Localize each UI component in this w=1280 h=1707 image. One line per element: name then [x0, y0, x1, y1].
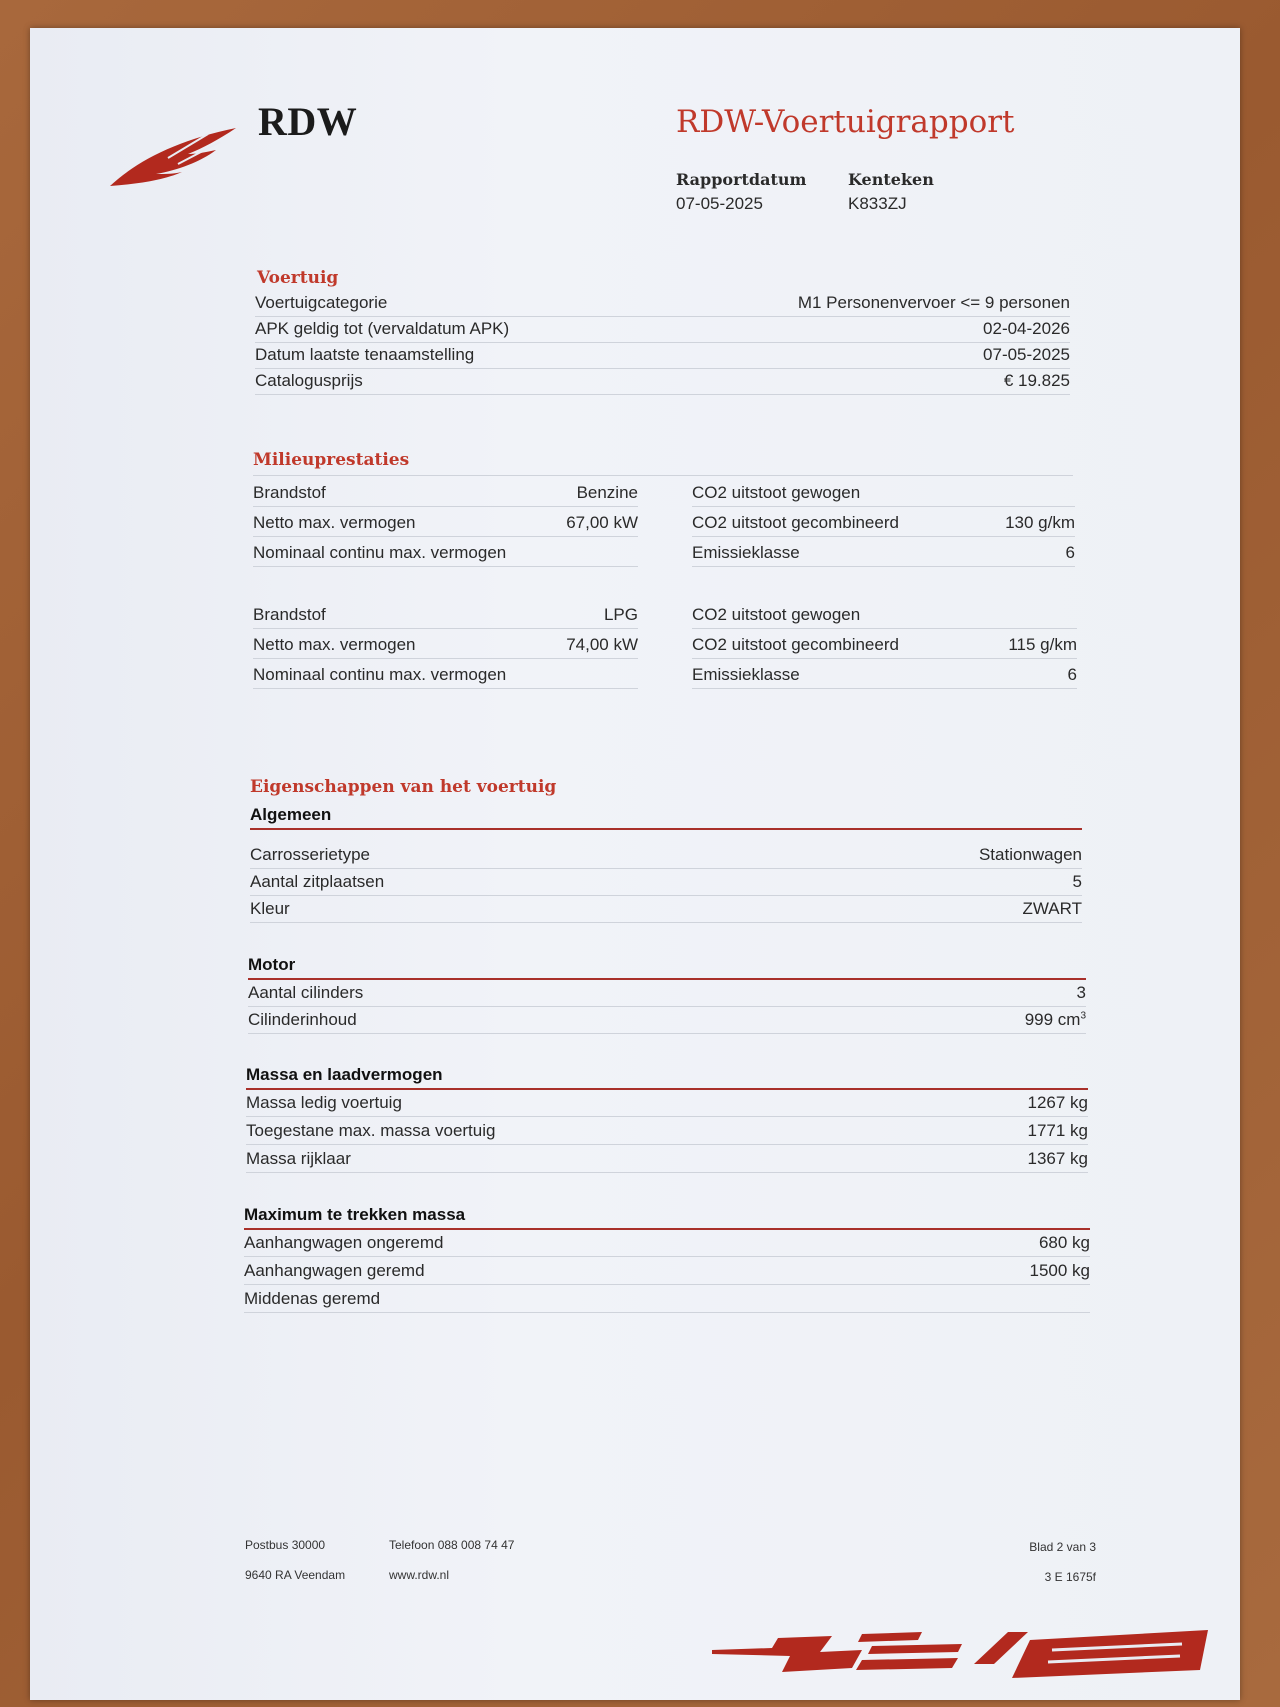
- subsection-trekken-title: Maximum te trekken massa: [244, 1205, 466, 1224]
- plate-value: K833ZJ: [848, 194, 907, 213]
- row-label: Nominaal continu max. vermogen: [253, 543, 507, 562]
- row-label: Brandstof: [253, 483, 326, 502]
- row-label: CO2 uitstoot gecombineerd: [692, 635, 899, 654]
- table-row: [692, 538, 1075, 567]
- table-row: [246, 1118, 1088, 1145]
- table-row: [250, 869, 1082, 896]
- row-value: 1367 kg: [1027, 1149, 1088, 1168]
- row-label: Cilinderinhoud: [248, 1010, 357, 1029]
- table-row: [250, 896, 1082, 923]
- footer-code: 3 E 1675f: [1044, 1570, 1096, 1584]
- row-value: 680 kg: [1038, 1233, 1090, 1252]
- row-value: LPG: [603, 605, 638, 624]
- report-title: RDW-Voertuigrapport: [676, 104, 1015, 140]
- row-value: 07-05-2025: [983, 345, 1070, 364]
- row-label: CO2 uitstoot gewogen: [692, 483, 861, 502]
- row-label: Massa ledig voertuig: [246, 1093, 402, 1112]
- row-label: APK geldig tot (vervaldatum APK): [255, 319, 510, 338]
- rdw-stripes-decoration-icon: [712, 1628, 1214, 1682]
- table-row: [253, 538, 638, 567]
- row-label: Voertuigcategorie: [255, 293, 388, 312]
- rdw-feather-logo-icon: [108, 120, 238, 190]
- unit-superscript: 3: [1080, 1010, 1086, 1022]
- table-row: [253, 478, 638, 507]
- table-row: [244, 1286, 1090, 1313]
- row-value: Stationwagen: [978, 845, 1082, 864]
- table-row: [255, 316, 1070, 343]
- table-row: [244, 1258, 1090, 1285]
- table-row: [255, 290, 1070, 317]
- row-label: Massa rijklaar: [246, 1149, 351, 1168]
- table-row: [253, 508, 638, 537]
- table-row: [248, 980, 1086, 1007]
- row-value: M1 Personenvervoer <= 9 personen: [797, 293, 1070, 312]
- row-label: Toegestane max. massa voertuig: [246, 1121, 496, 1140]
- subsection-motor-title: Motor: [248, 955, 296, 974]
- row-label: CO2 uitstoot gecombineerd: [692, 513, 899, 532]
- report-date: 07-05-2025: [676, 194, 763, 213]
- table-row: [692, 600, 1077, 629]
- section-milieu-title: Milieuprestaties: [253, 450, 410, 470]
- row-value: 6: [1067, 665, 1077, 684]
- table-row: [692, 478, 1075, 507]
- table-row: [246, 1146, 1088, 1173]
- row-label: Netto max. vermogen: [253, 635, 416, 654]
- row-value: 6: [1065, 543, 1075, 562]
- section-eigenschappen-title: Eigenschappen van het voertuig: [250, 777, 557, 797]
- table-row: [250, 842, 1082, 869]
- row-label: Netto max. vermogen: [253, 513, 416, 532]
- section-voertuig-title: Voertuig: [257, 268, 339, 288]
- row-label: Nominaal continu max. vermogen: [253, 665, 507, 684]
- row-label: CO2 uitstoot gewogen: [692, 605, 861, 624]
- row-label: Brandstof: [253, 605, 326, 624]
- table-row: [253, 660, 638, 689]
- row-label: Catalogusprijs: [255, 371, 363, 390]
- brand-name: RDW: [258, 99, 358, 144]
- table-row: [255, 342, 1070, 369]
- row-value-text: 999 cm: [1024, 1010, 1081, 1029]
- footer-phone: Telefoon 088 008 74 47: [389, 1538, 515, 1552]
- row-label: Carrosserietype: [250, 845, 370, 864]
- table-row: [246, 1090, 1088, 1117]
- table-row: [253, 600, 638, 629]
- footer-city: 9640 RA Veendam: [245, 1568, 346, 1582]
- table-row: [692, 630, 1077, 659]
- row-value: € 19.825: [1003, 371, 1070, 390]
- row-value: Benzine: [576, 483, 638, 502]
- row-value: 115 g/km: [1008, 635, 1077, 654]
- table-row: [255, 368, 1070, 395]
- footer-postbus: Postbus 30000: [245, 1538, 326, 1552]
- row-value: 1500 kg: [1029, 1261, 1090, 1280]
- report-date-label: Rapportdatum: [676, 170, 807, 189]
- row-label: Emissieklasse: [692, 665, 800, 684]
- row-label: Kleur: [250, 899, 290, 918]
- row-value: 5: [1072, 872, 1082, 891]
- row-value: 74,00 kW: [566, 635, 638, 654]
- row-value: ZWART: [1022, 899, 1082, 918]
- table-row: [244, 1230, 1090, 1257]
- row-label: Aanhangwagen geremd: [244, 1261, 425, 1280]
- row-value: 1771 kg: [1027, 1121, 1088, 1140]
- row-label: Aantal zitplaatsen: [250, 872, 385, 891]
- row-value: 02-04-2026: [983, 319, 1070, 338]
- row-value: 3: [1076, 983, 1086, 1002]
- row-label: Middenas geremd: [244, 1289, 381, 1308]
- row-value: 67,00 kW: [566, 513, 638, 532]
- row-value: [1025, 1010, 1086, 1030]
- footer-website: www.rdw.nl: [389, 1568, 450, 1582]
- row-value: 1267 kg: [1027, 1093, 1088, 1112]
- row-label: Emissieklasse: [692, 543, 800, 562]
- table-row: [248, 1007, 1086, 1034]
- plate-label: Kenteken: [848, 170, 934, 189]
- divider: [253, 475, 1073, 476]
- footer-page-number: Blad 2 van 3: [1029, 1540, 1096, 1554]
- subsection-massa-title: Massa en laadvermogen: [246, 1065, 443, 1084]
- subsection-algemeen-title: Algemeen: [250, 805, 332, 824]
- table-row: [692, 508, 1075, 537]
- red-divider: [250, 828, 1082, 830]
- table-row: [692, 660, 1077, 689]
- row-label: Aanhangwagen ongeremd: [244, 1233, 444, 1252]
- table-row: [253, 630, 638, 659]
- row-label: Datum laatste tenaamstelling: [255, 345, 475, 364]
- row-label: Aantal cilinders: [248, 983, 364, 1002]
- row-value: 130 g/km: [1005, 513, 1075, 532]
